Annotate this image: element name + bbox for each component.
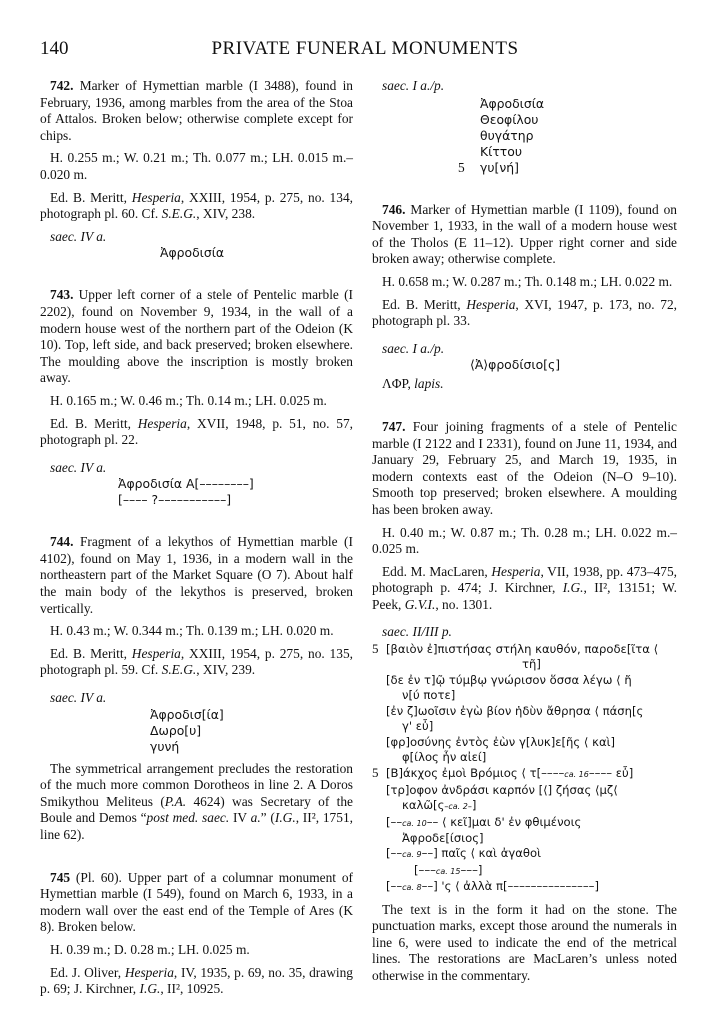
inscription-line-4: [φρ]οσύνης ἐντὸς ἐὼν γ[λυκ]ε[ῆς ⟨ καὶ] <box>386 734 616 749</box>
inscription-line-3: [ἐν ζ]ωοῖσιν ἐγὼ βίον ἡδὺν ἄθρησα ⟨ πάση[ς <box>386 703 644 718</box>
running-title: PRIVATE FUNERAL MONUMENTS <box>211 38 519 59</box>
entry-744 <box>40 534 353 843</box>
inscription-line-10: [–––ca. 15–––] <box>414 862 483 877</box>
entry-746-text: ⟨Ἀ⟩φροδίσιο[ς] <box>470 357 561 373</box>
inscription-line-1b: τῆ] <box>522 657 541 672</box>
entry-744-edition: Ed. B. Meritt, Hesperia, XXIII, 1954, p. 275, no. 135, photograph pl. 59. Cf. S.E.G., XIV, 239. <box>40 645 353 678</box>
entry-743-line-1: Ἀφροδισία A[––––––––] <box>118 476 254 492</box>
entry-742-dimensions: H. 0.255 m.; W. 0.21 m.; Th. 0.077 m.; LH. 0.015 m.–0.020 m. <box>40 150 353 182</box>
entry-746-date: saec. I a./p. <box>382 340 445 356</box>
entry-744-description: 744. Fragment of a lekythos of Hymettian marble (I 4102), found on May 1, 1936, in a modern wall in the northeastern part of the Market Square (O 7). About half the main body of the lekythos is preserved, broken vertically. <box>40 534 353 616</box>
entry-747-description: 747. Four joining fragments of a stele of Pentelic marble (I 2122 and I 2331), found on June 11, 1934, and January 29, February 25, and March 19, 1935, in modern contexts east of the Odeion (N–O 9–10). Smooth top preserved; broken elsewhere. A moulding has been broken away. <box>372 418 677 517</box>
entry-745-text <box>372 78 677 176</box>
left-column <box>40 78 353 998</box>
entry-743 <box>40 287 353 508</box>
entry-743-description: 743. Upper left corner of a stele of Pentelic marble (I 2202), found on November 9, 1934, in the wall of a modern house west of the northern part of the Odeion (K 10). Top, left side, and back preserved; broken elsewhere. The moulding above the inscription is mostly broken away. <box>40 287 353 386</box>
entry-745-date: saec. I a./p. <box>382 78 445 93</box>
entry-745-line-4: Κίττου <box>480 143 522 159</box>
entry-744-commentary: The symmetrical arrangement precludes the restoration of the much more common Dorotheos in line 2. A Doros Smikythou Meliteus (P.A. 4624) was Secretary of the Boule and Demos “post med. saec. IV a.” (I.G., II², 1751, line 62). <box>40 760 353 842</box>
entry-746-lapis-note: ΛΦΡ, lapis. <box>382 376 444 392</box>
entry-745-line-5: 5 γυ[νή] <box>458 159 519 175</box>
entry-745 <box>40 870 353 998</box>
entry-742-text: Ἀφροδισία <box>160 245 225 261</box>
inscription-line-9: [––ca. 9––] παῖς ⟨ καὶ ἀγαθοὶ <box>386 846 541 861</box>
entry-746 <box>372 202 677 393</box>
entry-743-edition: Ed. B. Meritt, Hesperia, XVII, 1948, p. 51, no. 57, photograph pl. 22. <box>40 415 353 448</box>
entry-744-line-1: Ἀφροδισ[ία] <box>150 706 224 722</box>
inscription-line-1: 5 [βαιὸν ἐ]πιστήσας στήλη καυθόν, παροδε[ῖτα ⟨ <box>372 641 659 657</box>
inscription-line-6: [τρ]οφον ἀνδράσι καρπόν [⟨] ζήσας ⟨μζ⟨ <box>386 782 618 797</box>
entry-745-line-3: θυγάτηρ <box>480 127 534 143</box>
entry-744-line-3: γυνή <box>150 738 180 754</box>
inscription-line-7: [––ca. 10–– ⟨ κεῖ]μαι δ' ἐν φθιμένοις <box>386 814 582 829</box>
entry-745-dimensions: H. 0.39 m.; D. 0.28 m.; LH. 0.025 m. <box>50 941 250 957</box>
entry-743-date: saec. IV a. <box>50 459 107 475</box>
entry-747-dimensions: H. 0.40 m.; W. 0.87 m.; Th. 0.28 m.; LH. 0.022 m.–0.025 m. <box>372 524 677 557</box>
entry-742-description: 742. Marker of Hymettian marble (I 3488), found in February, 1936, among marbles from the area of the Stoa of Attalos. Broken below; otherwise complete except for chips. <box>40 78 353 143</box>
entry-744-date: saec. IV a. <box>50 690 107 706</box>
entry-747 <box>372 419 677 985</box>
entry-745-line-2: Θεοφίλου <box>480 111 539 127</box>
entry-746-dimensions: H. 0.658 m.; W. 0.287 m.; Th. 0.148 m.; LH. 0.022 m. <box>382 273 673 289</box>
entry-744-dimensions: H. 0.43 m.; W. 0.344 m.; Th. 0.139 m.; LH. 0.020 m. <box>50 623 334 639</box>
inscription-line-5: 5 [Β]άκχος ἐμοὶ Βρόμιος ⟨ τ[––––ca. 16–––– εὖ] <box>372 765 634 781</box>
page-number: 140 <box>40 38 69 59</box>
entry-745-description: 745 (Pl. 60). Upper part of a columnar monument of Hymettian marble (I 549), found on March 6, 1933, in a modern wall over the east end of the Temple of Ares (K 8). Broken below. <box>40 869 353 935</box>
entry-746-edition: Ed. B. Meritt, Hesperia, XVI, 1947, p. 173, no. 72, photograph pl. 33. <box>372 296 677 329</box>
inscription-line-6b: καλῶ[ς–ca. 2–] <box>402 798 477 813</box>
entry-743-dimensions: H. 0.165 m.; W. 0.46 m.; Th. 0.14 m.; LH. 0.025 m. <box>50 392 327 408</box>
entry-744-line-2: Δωρο[υ] <box>150 722 202 738</box>
line-number: 5 <box>458 159 465 175</box>
inscription-line-4b: φ[ίλος ἦν αἰεί] <box>402 749 487 764</box>
page-header <box>40 38 690 64</box>
entry-745-edition: Ed. J. Oliver, Hesperia, IV, 1935, p. 69, no. 35, drawing p. 69; J. Kirchner, I.G., II², 10925. <box>40 964 353 997</box>
entry-745-line-1: Ἀφροδισία <box>480 95 545 111</box>
entry-747-commentary: The text is in the form it had on the stone. The punctuation marks, except those around the numerals in line 6, were used to indicate the end of the metrical lines. The restorations are MacLaren’s unless noted otherwise in the commentary. <box>372 901 677 983</box>
entry-747-inscription <box>372 641 677 896</box>
entry-747-edition: Edd. M. MacLaren, Hesperia, VII, 1938, pp. 473–475, photograph p. 474; J. Kirchner, I.G., II², 13151; W. Peek, G.V.I., no. 1301. <box>372 563 678 612</box>
entry-746-description: 746. Marker of Hymettian marble (I 1109), found on November 1, 1933, in the wall of a modern house west of the Tholos (E 11–12). Upper right corner and side broken away; otherwise complete. <box>372 201 677 267</box>
inscription-line-2b: ν[ύ ποτε] <box>402 688 456 703</box>
entry-742 <box>40 78 353 261</box>
inscription-line-2: [δε ἐν τ]ῷ τύμβῳ γνώρισον ὅσσα λέγω ⟨ ἤ <box>386 672 632 687</box>
inscription-line-11: [––ca. 8––] 'ς ⟨ ἀλλὰ π[–––––––––––––––] <box>386 879 599 894</box>
entry-742-edition: Ed. B. Meritt, Hesperia, XXIII, 1954, p. 275, no. 134, photograph pl. 60. Cf. S.E.G., XIV, 238. <box>40 189 353 222</box>
inscription-line-3b: γ' εὖ] <box>402 719 434 734</box>
inscription-line-8: Ἀφροδε[ίσιος] <box>402 830 484 845</box>
right-column <box>372 78 677 985</box>
entry-743-line-2: [–––– ?–––––––––––] <box>118 492 232 508</box>
entry-747-date: saec. II/III p. <box>382 624 452 640</box>
entry-742-date: saec. IV a. <box>50 228 107 244</box>
